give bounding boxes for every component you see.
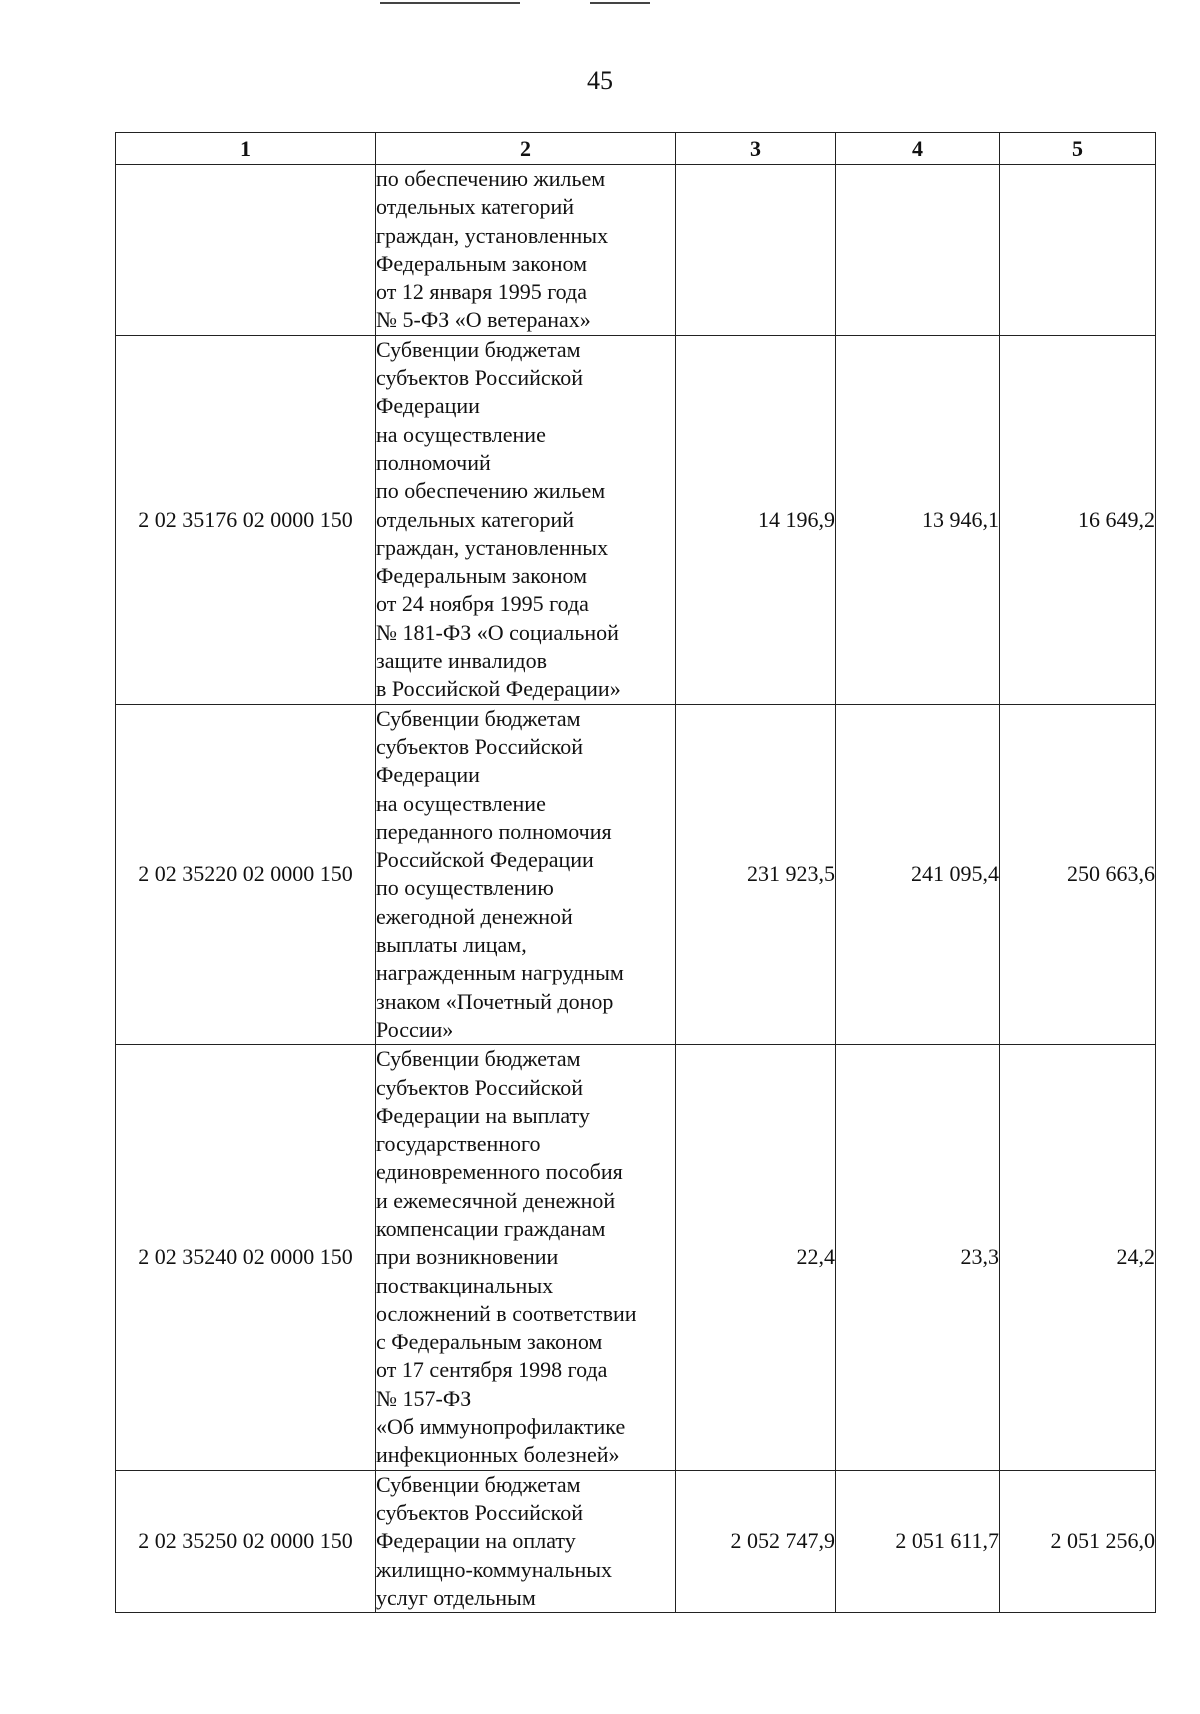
description-line: субъектов Российской [376, 365, 584, 391]
description-line: России» [376, 1016, 454, 1042]
amount-cell-col5: 2 051 256,0 [1000, 1470, 1156, 1612]
description-line: граждан, установленных [376, 534, 609, 560]
description-line: Субвенции бюджетам [376, 1046, 581, 1072]
column-header-1: 1 [116, 133, 376, 165]
description-line: Субвенции бюджетам [376, 336, 581, 362]
amount-cell-col3: 22,4 [676, 1045, 836, 1470]
description-line: Федерации на оплату [376, 1528, 576, 1554]
description-line: поствакцинальных [376, 1272, 554, 1298]
description-line: услуг отдельным [376, 1584, 536, 1610]
description-cell [376, 1470, 676, 1612]
description-line: на осуществление [376, 421, 546, 447]
description-line: субъектов Российской [376, 1499, 584, 1525]
description-line: субъектов Российской [376, 1074, 584, 1100]
description-line: компенсации гражданам [376, 1215, 606, 1241]
description-line: переданного полномочия [376, 818, 612, 844]
description-line: с Федеральным законом [376, 1329, 603, 1355]
amount-cell-col3: 231 923,5 [676, 704, 836, 1045]
amount-cell-col5: 16 649,2 [1000, 335, 1156, 704]
scan-top-edge-marks [0, 0, 1200, 6]
budget-table [115, 132, 1156, 1613]
amount-cell-col3: 2 052 747,9 [676, 1470, 836, 1612]
description-line: по обеспечению жильем [376, 478, 606, 504]
description-line: знаком «Почетный донор [376, 988, 614, 1014]
description-line: защите инвалидов [376, 648, 547, 674]
column-header-3: 3 [676, 133, 836, 165]
description-line: полномочий [376, 449, 491, 475]
description-line: ежегодной денежной [376, 903, 573, 929]
description-line: инфекционных болезней» [376, 1442, 620, 1468]
table-body [116, 165, 1156, 1613]
table-row [116, 704, 1156, 1045]
description-line: осложнений в соответствии [376, 1300, 637, 1326]
description-line: по осуществлению [376, 875, 554, 901]
description-line: субъектов Российской [376, 733, 584, 759]
column-header-4: 4 [836, 133, 1000, 165]
description-cell [376, 704, 676, 1045]
description-line: в Российской Федерации» [376, 676, 621, 702]
budget-code-cell: 2 02 35176 02 0000 150 [116, 335, 376, 704]
description-line: № 181-ФЗ «О социальной [376, 619, 619, 645]
description-line: № 5-ФЗ «О ветеранах» [376, 307, 591, 333]
budget-code-cell [116, 165, 376, 336]
description-line: Субвенции бюджетам [376, 705, 581, 731]
amount-cell-col4: 2 051 611,7 [836, 1470, 1000, 1612]
description-line: от 12 января 1995 года [376, 279, 587, 305]
amount-cell-col5: 250 663,6 [1000, 704, 1156, 1045]
description-line: Российской Федерации [376, 847, 594, 873]
description-line: по обеспечению жильем [376, 166, 606, 191]
description-cell [376, 165, 676, 336]
amount-cell-col3: 14 196,9 [676, 335, 836, 704]
description-line: при возникновении [376, 1244, 559, 1270]
budget-code-cell: 2 02 35250 02 0000 150 [116, 1470, 376, 1612]
description-line: государственного [376, 1131, 541, 1157]
amount-cell-col4 [836, 165, 1000, 336]
column-header-2: 2 [376, 133, 676, 165]
description-line: на осуществление [376, 790, 546, 816]
description-line: от 24 ноября 1995 года [376, 591, 589, 617]
description-line: и ежемесячной денежной [376, 1187, 616, 1213]
budget-code-cell: 2 02 35220 02 0000 150 [116, 704, 376, 1045]
table-row [116, 335, 1156, 704]
description-line: Федерации [376, 762, 480, 788]
description-line: отдельных категорий [376, 506, 575, 532]
table-header-row [116, 133, 1156, 165]
description-line: от 17 сентября 1998 года [376, 1357, 608, 1383]
table-row [116, 165, 1156, 336]
amount-cell-col4: 23,3 [836, 1045, 1000, 1470]
description-line: Субвенции бюджетам [376, 1471, 581, 1497]
amount-cell-col4: 241 095,4 [836, 704, 1000, 1045]
budget-code-cell: 2 02 35240 02 0000 150 [116, 1045, 376, 1470]
description-line: граждан, установленных [376, 222, 609, 248]
description-line: Федеральным законом [376, 250, 588, 276]
amount-cell-col5 [1000, 165, 1156, 336]
amount-cell-col3 [676, 165, 836, 336]
description-line: жилищно-коммунальных [376, 1556, 613, 1582]
description-line: единовременного пособия [376, 1159, 623, 1185]
amount-cell-col5: 24,2 [1000, 1045, 1156, 1470]
description-line: № 157-ФЗ [376, 1385, 472, 1411]
page-number: 45 [587, 66, 613, 95]
description-line: Федерации на выплату [376, 1102, 590, 1128]
description-cell [376, 335, 676, 704]
description-cell [376, 1045, 676, 1470]
description-line: награжденным нагрудным [376, 960, 624, 986]
description-line: отдельных категорий [376, 194, 575, 220]
table-row [116, 1470, 1156, 1612]
description-line: Федерации [376, 393, 480, 419]
table-row [116, 1045, 1156, 1470]
description-line: «Об иммунопрофилактике [376, 1414, 626, 1440]
description-line: выплаты лицам, [376, 932, 527, 958]
amount-cell-col4: 13 946,1 [836, 335, 1000, 704]
column-header-5: 5 [1000, 133, 1156, 165]
description-line: Федеральным законом [376, 563, 588, 589]
